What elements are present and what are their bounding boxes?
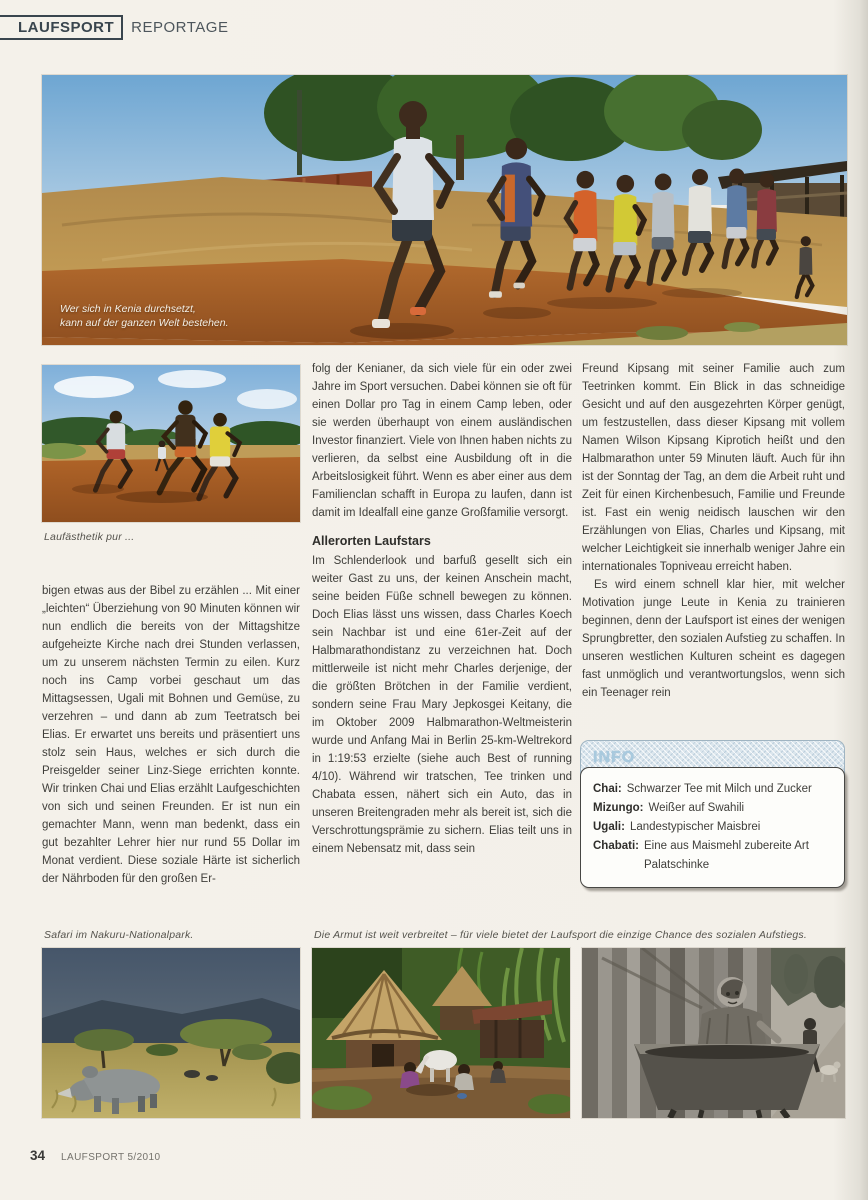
article-subheading: Allerorten Laufstars: [312, 534, 431, 548]
hero-caption-line2: kann auf der ganzen Welt bestehen.: [60, 317, 229, 329]
info-term: Ugali:: [593, 821, 625, 833]
article-column-middle: [312, 360, 572, 858]
hero-caption: [60, 302, 360, 330]
article-text-middle-2: Im Schlenderlook und barfuß gesellt sich ein weiter Gast zu uns, der keinen Anschein macht, seine beiden Füße schnell bewegen zu können. Doch Elias lässt uns wissen, dass Charles Koech sein Nachbar ist und eine 61er-Zeit auf der Halbmarathondistanz zu verzeichnen hat. Doch mittlerweile ist nicht mehr Charles derjenige, der die größten Brötchen in der Familie verdient, sondern seine Frau Mary Jepkosgei Keitany, die im Oktober 2009 Halbmarathon-Weltmeisterin wurde und Anfang Mai in Berlin 25-km-Weltrekord in 1:19:53 erzielte (siehe auch Best of running 4/10). Während wir tratschen, Tee trinken und Chabata essen, nähert sich ein Auto, das in unseren Breitengraden mehr als bereit ist, sich die Verschrottungsprämie zu sichern. Elias teilt uns in einem Nebensatz mit, dass sein: [312, 555, 572, 855]
hero-caption-line1: Wer sich in Kenia durchsetzt,: [60, 303, 196, 315]
info-term: Chabati:: [593, 840, 639, 852]
info-box: [580, 740, 845, 888]
info-item: [593, 780, 834, 799]
info-item: [593, 837, 834, 875]
article-text-middle-1: folg der Kenianer, da sich viele für ein oder zwei Jahre im Sport versuchen. Dabei können sie oft für einen Dollar pro Tag in einem Camp leben, oder sie werden überhaupt von einem ausländischen Investor finanziert. Viele von Ihnen haben nichts zu verlieren, da selbst eine Ausbildung oft in die Arbeitslosigkeit führt. Wenn es aber einer aus dem Familienclan schafft in Europa zu laufen, dann ist damit im Idealfall eine ganze Großfamilie versorgt.: [312, 363, 572, 519]
issue-label: LAUFSPORT 5/2010: [61, 1152, 161, 1163]
wheelbarrow-photo: [582, 948, 845, 1118]
section-label: REPORTAGE: [131, 18, 229, 36]
article-text-right-1: Freund Kipsang mit seiner Familie auch zum Teetrinken kommt. Ein Blick in das schneidige Gesicht und auf den ausgezehrten Körper genügt, um festzustellen, dass dieser Kipsang mit vollem Namen Wilson Kipsang Kiprotich heißt und den Halbmarathon unter 59 Minuten läuft. Auch für ihn ist der Sonntag der Tag, an dem die Arbeit ruht und Zeit für einen Kirchenbesuch, Familie und Freunde ist. Fast ein wenig neidisch lauschen wir den Erzählungen von Elias, Charles und Kipsang, mit welcher Leichtigkeit sie innerhalb weniger Jahre ein internationales Topniveau erreicht haben.: [582, 363, 845, 573]
poverty-caption: Die Armut ist weit verbreitet – für viele bietet der Laufsport die einzige Chance des sozialen Aufstiegs.: [314, 929, 807, 941]
article-column-right: [582, 360, 845, 702]
page-footer: [30, 1148, 160, 1163]
article-column-left: [42, 582, 300, 888]
info-definition: Landestypischer Maisbrei: [629, 821, 761, 833]
masthead: [0, 14, 228, 40]
info-item: [593, 818, 834, 837]
info-box-title: INFO: [593, 749, 636, 766]
info-term: Chai:: [593, 783, 622, 795]
info-definition: Schwarzer Tee mit Milch und Zucker: [626, 783, 812, 795]
article-text-left: bigen etwas aus der Bibel zu erzählen ... Mit einer „leichten“ Überziehung von 90 Minuten können wir nun endlich die bereits von der Mittagshitze aufgeheizte Kirche nach drei Stunden verlassen, um zu unserem nächsten Termin zu eilen. Kurz noch ins Camp vorbei geschaut um das Mittagsessen, Ugali mit Bohnen und Gemüse, zu verzehren – und dann ab zum Teetratsch bei Elias. Er erwartet uns bereits und präsentiert uns stolz sein Haus, welches er sich durch die Preisgelder seiner Linz-Siege errichten konnte. Wir trinken Chai und Elias erzählt Laufgeschichten von sich und seinen Freunden. Er ist nun ein gemachter Mann, wenn man bedenkt, dass ein gut bezahlter Lehrer hier nur rund 55 Dollar im Monat verdient. Diese soziale Härte ist sicherlich der Nährboden für den großen Er-: [42, 585, 300, 885]
info-definition: Eine aus Maismehl zubereite Art Palatschinke: [644, 840, 809, 871]
safari-caption: Safari im Nakuru-Nationalpark.: [44, 929, 194, 941]
info-term: Mizungo:: [593, 802, 644, 814]
left-photo-running-aesthetics: [42, 365, 300, 522]
info-item: [593, 799, 834, 818]
info-box-body: [580, 767, 845, 888]
safari-photo: [42, 948, 300, 1118]
left-photo-caption: Laufästhetik pur ...: [44, 531, 135, 543]
article-text-right-2: Es wird einem schnell klar hier, mit welcher Motivation junge Leute in Kenia zu trainieren beginnen, denn der Laufsport ist eines der wenigen Sprungbretter, den sozialen Aufstieg zu schaffen. In unseren westlichen Kulturen scheint es dagegen fast unmöglich und verantwortungslos, wenn sich ein Teenager rein: [582, 579, 845, 699]
info-definition: Weißer auf Swahili: [648, 802, 745, 814]
village-photo: [312, 948, 570, 1118]
magazine-brand: LAUFSPORT: [0, 15, 123, 40]
page-number: 34: [30, 1148, 46, 1163]
wheelbarrow-figure: [634, 1044, 820, 1118]
